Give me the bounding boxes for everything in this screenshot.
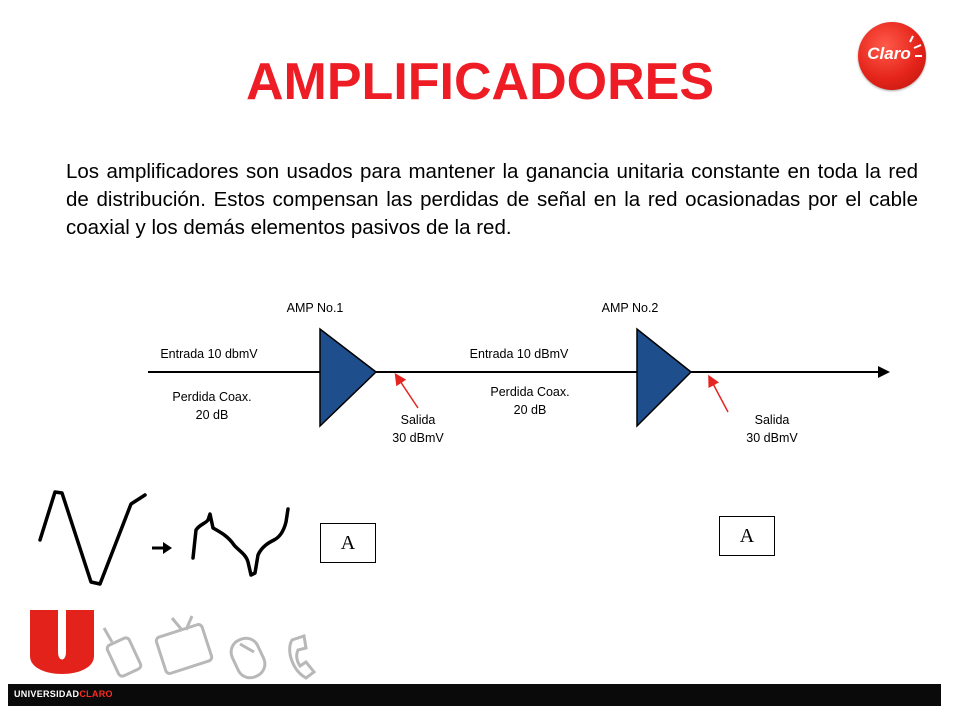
waveform-input xyxy=(40,492,145,584)
footer-bar xyxy=(8,684,941,706)
amp2-input-label: Entrada 10 dBmV xyxy=(469,347,569,361)
amp2-output-label: Salida xyxy=(754,413,790,427)
amp2-output-pointer xyxy=(711,380,728,412)
amp1-output-label: Salida xyxy=(400,413,436,427)
amplifier-box-1: A xyxy=(320,523,376,563)
amp1-triangle xyxy=(320,329,376,426)
mouse-icon xyxy=(227,634,269,682)
amp1-label: AMP No.1 xyxy=(286,301,344,315)
amplifier-box-2: A xyxy=(719,516,775,556)
footer-brand xyxy=(14,689,113,699)
u-logo-icon xyxy=(30,610,94,674)
amp2-loss-value: 20 dB xyxy=(513,403,547,417)
slide-title: AMPLIFICADORES xyxy=(246,53,714,111)
footer-brand-part1: UNIVERSIDAD xyxy=(14,689,80,699)
amp1-loss-value: 20 dB xyxy=(195,408,229,422)
amp1-input-label: Entrada 10 dbmV xyxy=(160,347,258,361)
amp1-loss-label: Perdida Coax. xyxy=(172,390,252,404)
claro-logo-text: Claro xyxy=(867,44,911,63)
waveform-arrow-1 xyxy=(152,542,172,554)
tv-icon xyxy=(155,616,212,674)
amp2-triangle xyxy=(637,329,691,426)
waveform-attenuated-1 xyxy=(193,509,288,575)
amp1-output-value: 30 dBmV xyxy=(392,431,444,445)
amp2-label: AMP No.2 xyxy=(601,301,659,315)
handset-icon xyxy=(290,636,314,678)
amp1-output-pointer xyxy=(398,378,418,408)
description-paragraph: Los amplificadores son usados para mantener la ganancia unitaria constante en toda la red de distribución. Estos compensan las perdidas de señal en la red ocasionadas por el cable coaxial y los demás elementos pasivos de la red. xyxy=(66,160,918,239)
universidad-claro-logo xyxy=(0,600,340,684)
phone-icon xyxy=(104,628,142,677)
footer-brand-part2: CLARO xyxy=(79,689,113,699)
amp2-output-value: 30 dBmV xyxy=(746,431,798,445)
amp2-loss-label: Perdida Coax. xyxy=(490,385,570,399)
signal-line-arrowhead xyxy=(878,366,890,378)
